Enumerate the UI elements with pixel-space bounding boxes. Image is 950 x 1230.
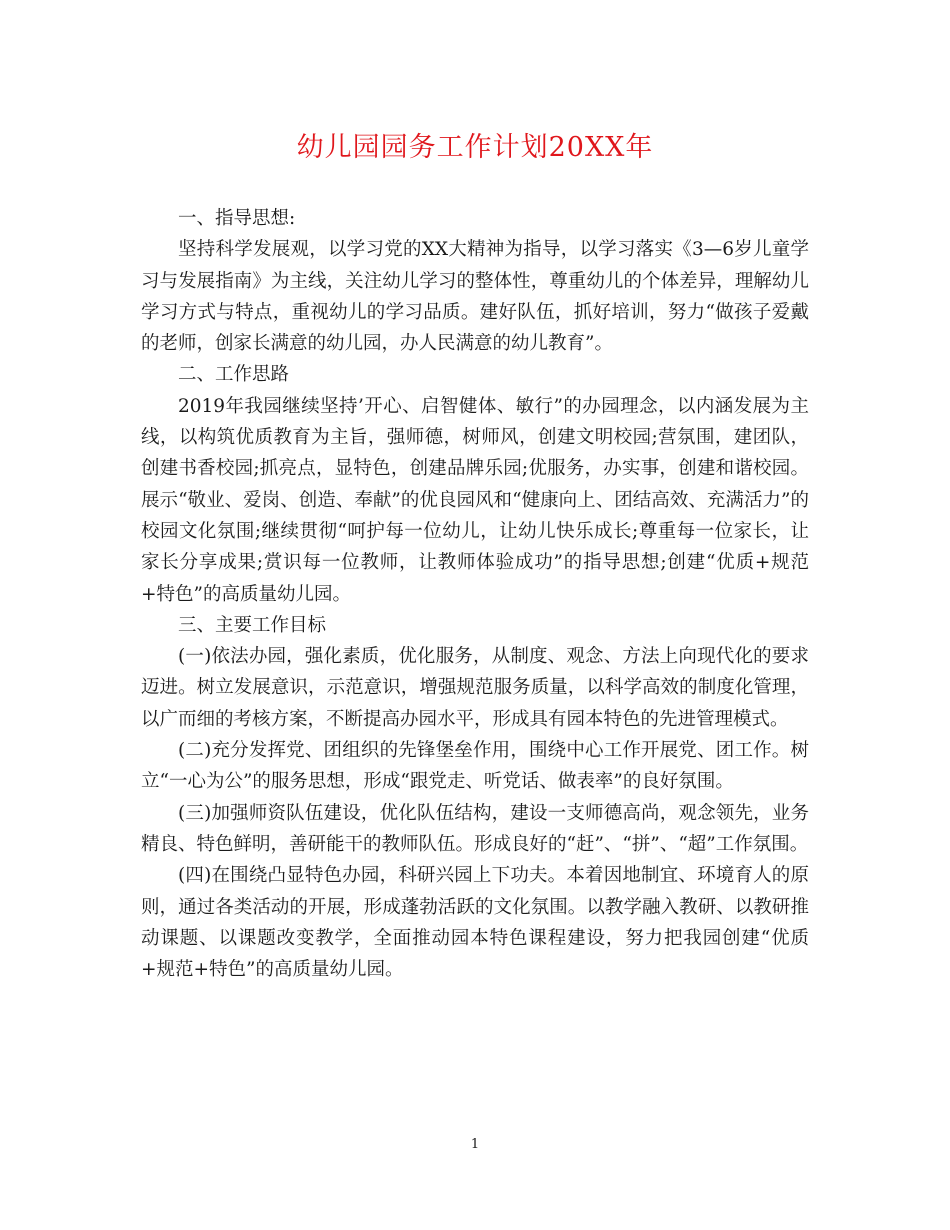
section-heading-work-approach: 二、工作思路 (178, 364, 290, 386)
paragraph-goal-3: (三)加强师资队伍建设，优化队伍结构，建设一支师德高尚，观念领先，业务精良、特色鲜明，善研能干的教师队伍。形成良好的“赶”、“拼”、“超”工作氛围。 (141, 802, 809, 855)
paragraph-guiding-ideology: 坚持科学发展观，以学习党的XX大精神为指导，以学习落实《3—6岁儿童学习与发展指南》为主线，关注幼儿学习的整体性，尊重幼儿的个体差异，理解幼儿学习方式与特点，重视幼儿的学习品质。建好队伍，抓好培训，努力“做孩子爱戴的老师，创家长满意的幼儿园，办人民满意的幼儿教育”。 (141, 239, 809, 355)
page-number: 1 (470, 1137, 480, 1152)
paragraph-goal-2: (二)充分发挥党、团组织的先锋堡垒作用，围绕中心工作开展党、团工作。树立“一心为公”的服务思想，形成“跟党走、听党话、做表率”的良好氛围。 (141, 740, 809, 793)
paragraph-goal-4: (四)在围绕凸显特色办园，科研兴园上下功夫。本着因地制宜、环境育人的原则，通过各类活动的开展，形成蓬勃活跃的文化氛围。以教学融入教研、以教研推动课题、以课题改变教学，全面推动园本特色课程建设，努力把我园创建“优质+规范+特色”的高质量幼儿园。 (141, 865, 809, 981)
paragraph-goal-1: (一)依法办园，强化素质，优化服务，从制度、观念、方法上向现代化的要求迈进。树立发展意识，示范意识，增强规范服务质量，以科学高效的制度化管理，以广而细的考核方案，不断提高办园水平，形成具有园本特色的先进管理模式。 (141, 646, 809, 730)
paragraph-work-approach: 2019年我园继续坚持’开心、启智健体、敏行”的办园理念，以内涵发展为主线，以构筑优质教育为主旨，强师德，树师风，创建文明校园;营氛围，建团队，创建书香校园;抓亮点，显特色，创建品牌乐园;优服务，办实事，创建和谐校园。展示“敬业、爱岗、创造、奉献”的优良园风和“健康向上、团结高效、充满活力”的校园文化氛围;继续贯彻“呵护每一位幼儿，让幼儿快乐成长;尊重每一位家长，让家长分享成果;赏识每一位教师，让教师体验成功”的指导思想;创建“优质+规范+特色”的高质量幼儿园。 (141, 395, 809, 605)
document-body (141, 203, 809, 985)
section-heading-guiding-ideology: 一、指导思想: (178, 208, 296, 229)
document-title: 幼儿园园务工作计划20XX年 (296, 132, 654, 163)
section-heading-main-goals: 三、主要工作目标 (178, 614, 327, 636)
